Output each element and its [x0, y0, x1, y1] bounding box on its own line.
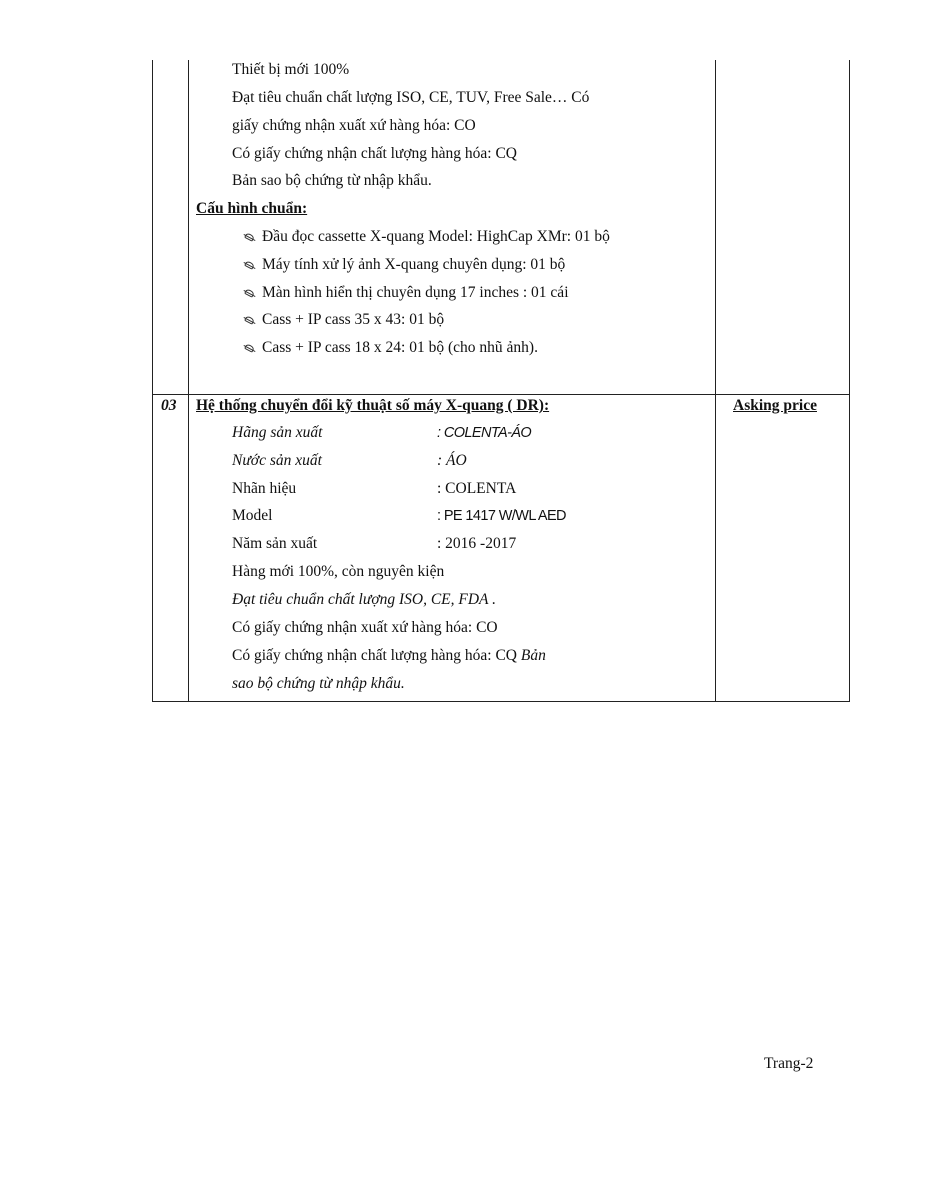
- pen-bullet-icon: [242, 260, 256, 270]
- spec-line: Thiết bị mới 100%: [232, 61, 350, 78]
- spec-value: : COLENTA: [437, 480, 517, 497]
- spec-line-text: Bản: [520, 647, 546, 664]
- pen-bullet-icon: [242, 232, 256, 242]
- spec-label: Nhãn hiệu: [232, 480, 297, 497]
- spec-label: Hãng sản xuất: [232, 424, 323, 441]
- spec-line: [232, 647, 546, 665]
- config-item: [242, 256, 565, 274]
- spec-line: Hàng mới 100%, còn nguyên kiện: [232, 563, 445, 580]
- config-item: [242, 339, 538, 357]
- spec-line: Bản sao bộ chứng từ nhập khẩu.: [232, 172, 432, 189]
- config-item: [242, 284, 569, 302]
- config-item-text: Cass + IP cass 18 x 24: 01 bộ (cho nhũ ảnh).: [262, 339, 538, 356]
- config-item-text: Đầu đọc cassette X-quang Model: HighCap XMr: 01 bộ: [262, 228, 610, 245]
- spec-line: Đạt tiêu chuẩn chất lượng ISO, CE, TUV, Free Sale… Có: [232, 89, 590, 106]
- pen-bullet-icon: [242, 288, 256, 298]
- spec-value: : 2016 -2017: [437, 535, 517, 552]
- config-item-text: Màn hình hiển thị chuyên dụng 17 inches : 01 cái: [262, 284, 569, 301]
- spec-value: : COLENTA-ÁO: [437, 425, 532, 441]
- spec-line: Có giấy chứng nhận chất lượng hàng hóa: CQ: [232, 145, 518, 162]
- spec-value: : ÁO: [437, 452, 467, 469]
- spec-line: giấy chứng nhận xuất xứ hàng hóa: CO: [232, 117, 476, 134]
- config-item-text: Máy tính xử lý ảnh X-quang chuyên dụng: 01 bộ: [262, 256, 566, 273]
- price-cell: Asking price: [733, 397, 817, 414]
- config-item-text: Cass + IP cass 35 x 43: 01 bộ: [262, 311, 445, 328]
- row-title: Hệ thống chuyển đổi kỹ thuật số máy X-quang ( DR):: [196, 397, 550, 414]
- spec-line: Có giấy chứng nhận xuất xứ hàng hóa: CO: [232, 619, 498, 636]
- column-divider-2: [715, 60, 716, 701]
- spec-value: : PE 1417 W/WL AED: [437, 508, 566, 524]
- config-item: [242, 311, 444, 329]
- spec-label: Model: [232, 507, 273, 524]
- spec-label: Nước sản xuất: [232, 452, 322, 469]
- row-divider: [153, 394, 849, 395]
- spec-line-text: Có giấy chứng nhận chất lượng hàng hóa: CQ: [232, 647, 518, 664]
- row-number: 03: [161, 397, 177, 414]
- column-divider-1: [188, 60, 189, 701]
- page-number: Trang-2: [764, 1055, 814, 1072]
- spec-line: sao bộ chứng từ nhập khẩu.: [232, 675, 405, 692]
- config-heading: Cấu hình chuẩn:: [196, 200, 308, 217]
- pen-bullet-icon: [242, 343, 256, 353]
- pen-bullet-icon: [242, 315, 256, 325]
- config-item: [242, 228, 610, 246]
- spec-label: Năm sản xuất: [232, 535, 318, 552]
- spec-line: Đạt tiêu chuẩn chất lượng ISO, CE, FDA .: [232, 591, 496, 608]
